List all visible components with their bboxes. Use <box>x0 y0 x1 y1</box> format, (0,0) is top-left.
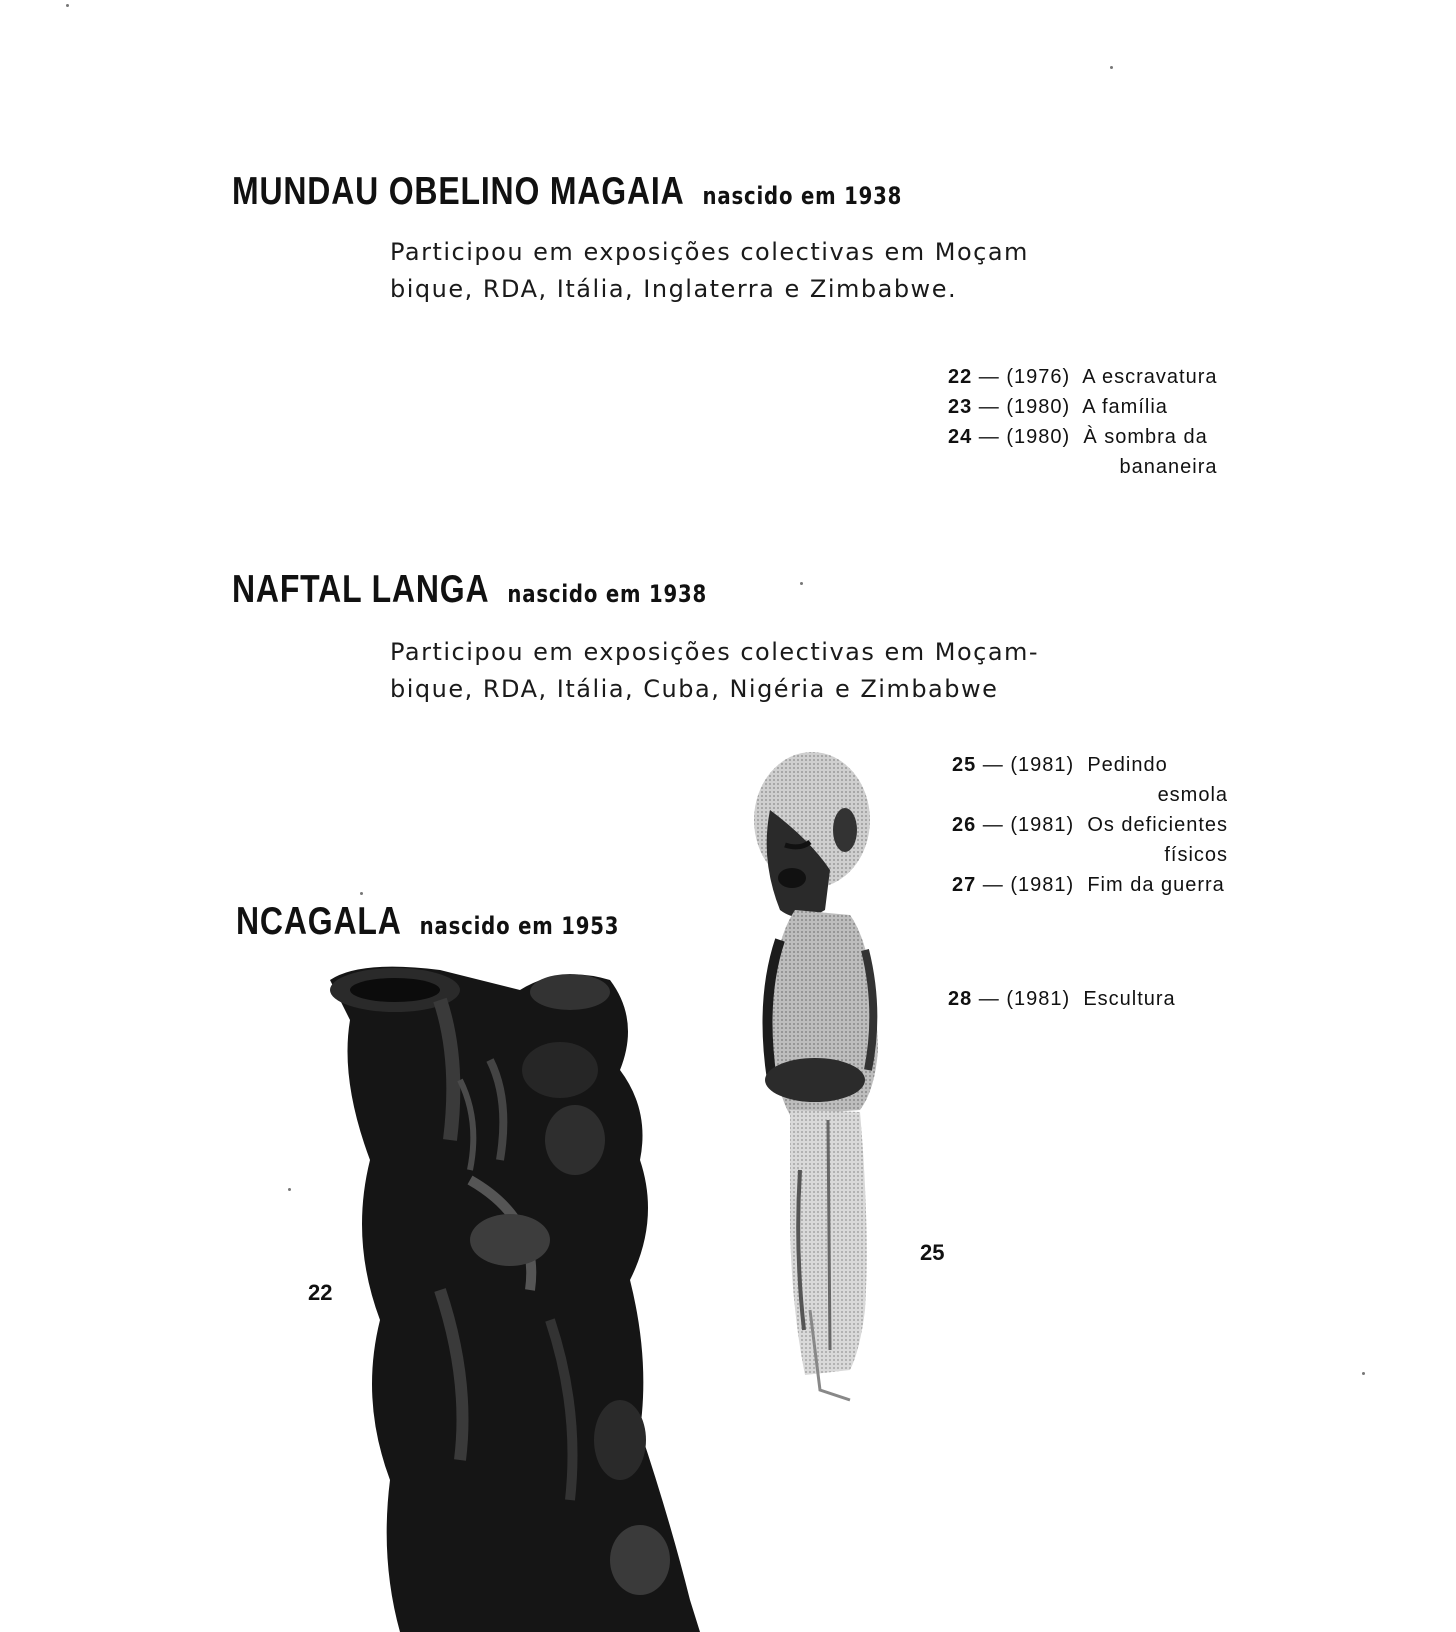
work-item: 23 — (1980) A família <box>948 396 1168 418</box>
bio-line: bique, RDA, Itália, Inglaterra e Zimbabwe. <box>390 275 958 303</box>
artist-name: MUNDAU OBELINO MAGAIA <box>232 170 685 213</box>
dark-wood-sculpture-icon <box>320 960 720 1632</box>
figure-number-25: 25 <box>920 1240 945 1265</box>
artist-heading-magaia <box>232 170 902 214</box>
work-item: 27 — (1981) Fim da guerra <box>952 874 1225 896</box>
standing-figure-sculpture-icon <box>700 750 920 1430</box>
scan-speck <box>360 892 363 895</box>
bio-line: bique, RDA, Itália, Cuba, Nigéria e Zimbabwe <box>390 675 999 703</box>
artist-heading-ncagala <box>236 900 619 944</box>
scan-speck <box>1362 1372 1365 1375</box>
artist-bio-magaia <box>390 234 1029 308</box>
work-item: 28 — (1981) Escultura <box>948 988 1176 1010</box>
scan-speck <box>1110 66 1113 69</box>
bio-line: Participou em exposições colectivas em Moçam <box>390 238 1029 266</box>
artist-bio-langa <box>390 634 1039 708</box>
works-list-ncagala <box>948 984 1176 1014</box>
artist-heading-langa <box>232 568 707 612</box>
artist-name: NCAGALA <box>236 900 402 943</box>
artist-name: NAFTAL LANGA <box>232 568 490 611</box>
work-item: 26 — (1981) Os deficientes físicos <box>952 814 1229 866</box>
bio-line: Participou em exposições colectivas em Moçam- <box>390 638 1040 666</box>
works-list-magaia <box>948 362 1218 482</box>
birth-year: nascido em 1953 <box>419 912 620 940</box>
work-item: 25 — (1981) Pedindo esmola <box>952 754 1229 806</box>
figure-number-22: 22 <box>308 1280 333 1305</box>
works-list-langa <box>952 750 1228 900</box>
work-item: 22 — (1976) A escravatura <box>948 366 1218 388</box>
birth-year: nascido em 1938 <box>507 580 708 608</box>
birth-year: nascido em 1938 <box>702 182 903 210</box>
scan-speck <box>66 4 69 7</box>
scan-speck <box>288 1188 291 1191</box>
scan-speck <box>800 582 803 585</box>
work-item: 24 — (1980) À sombra da bananeira <box>948 426 1218 478</box>
